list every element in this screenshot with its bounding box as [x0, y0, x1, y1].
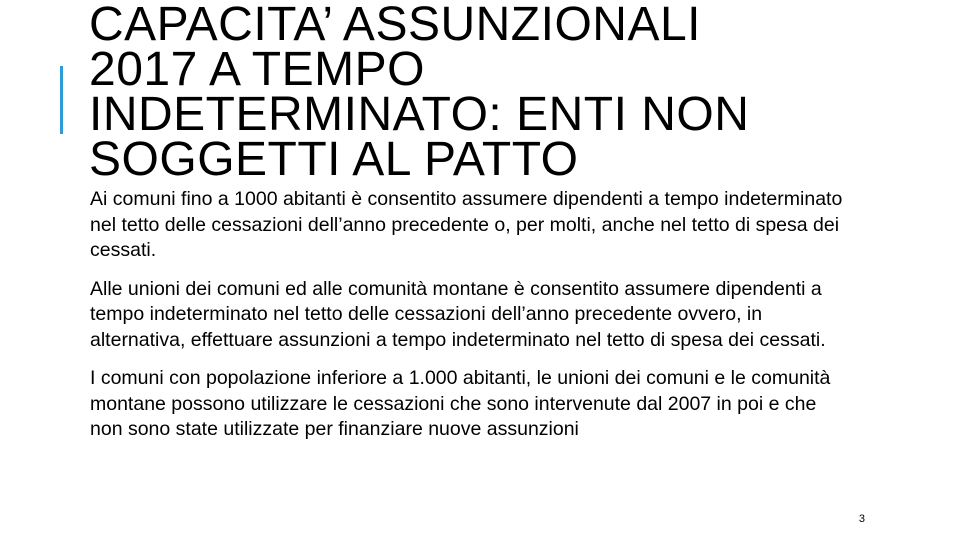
body-paragraph-2: Alle unioni dei comuni ed alle comunità montane è consentito assumere dipendenti a tempo indeterminato nel tetto delle cessazioni dell’anno precedente ovvero, in alternativa, effettuare assunzioni a tempo indeterminato nel tetto di spesa dei cessati. — [90, 277, 826, 351]
title-accent-bar — [60, 66, 63, 134]
title-line-1: CAPACITA’ ASSUNZIONALI — [89, 0, 702, 51]
slide-title — [89, 0, 869, 186]
body-paragraph-3: I comuni con popolazione inferiore a 1.000 abitanti, le unioni dei comuni e le comunità montane possono utilizzare le cessazioni che sono intervenute dal 2007 in poi e che non sono state utilizzate per finanziare nuove assunzioni — [90, 367, 831, 440]
page-number: 3 — [858, 513, 865, 525]
title-line-3: INDETERMINATO: ENTI NON — [89, 88, 750, 141]
title-line-2: 2017 A TEMPO — [89, 43, 425, 96]
slide-body — [90, 187, 850, 456]
title-line-4: SOGGETTI AL PATTO — [89, 133, 579, 186]
body-paragraph-1: Ai comuni fino a 1000 abitanti è consentito assumere dipendenti a tempo indeterminato nel tetto delle cessazioni dell’anno precedente o, per molti, anche nel tetto di spesa dei cessati. — [90, 188, 843, 261]
